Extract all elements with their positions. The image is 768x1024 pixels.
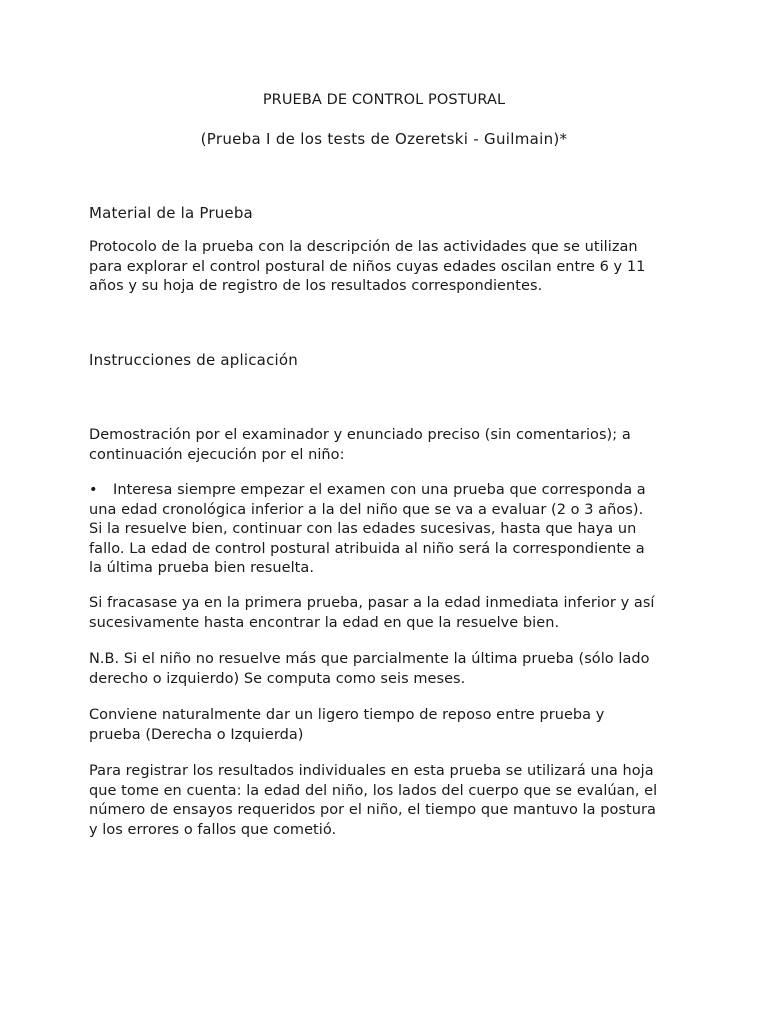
paragraph-line: sucesivamente hasta encontrar la edad en que la resuelve bien. (89, 614, 560, 631)
paragraph-line: Para registrar los resultados individuales en esta prueba se utilizará una hoja (89, 763, 654, 779)
fracasa-paragraph (89, 594, 699, 633)
paragraph-line (89, 481, 699, 501)
bullet-text: Interesa siempre empezar el examen con una prueba que corresponda a (113, 482, 646, 498)
paragraph-line: fallo. La edad de control postural atribuida al niño será la correspondiente a (89, 540, 645, 557)
section-heading-material: Material de la Prueba (89, 204, 253, 222)
paragraph-line: Protocolo de la prueba con la descripción de las actividades que se utilizan (89, 239, 638, 255)
paragraph-line: y los errores o fallos que cometió. (89, 821, 337, 838)
section-heading-instrucciones: Instrucciones de aplicación (89, 351, 298, 369)
document-title: PRUEBA DE CONTROL POSTURAL (262, 92, 506, 108)
material-paragraph (89, 238, 699, 297)
paragraph-line: Si fracasase ya en la primera prueba, pasar a la edad inmediata inferior y así (89, 595, 655, 611)
paragraph-line: que tome en cuenta: la edad del niño, los lados del cuerpo que se evalúan, el (89, 782, 658, 799)
paragraph-line: para explorar el control postural de niños cuyas edades oscilan entre 6 y 11 (89, 258, 646, 275)
registrar-paragraph (89, 762, 699, 840)
paragraph-line: la última prueba bien resuelta. (89, 560, 314, 576)
paragraph-line: Conviene naturalmente dar un ligero tiempo de reposo entre prueba y (89, 707, 605, 723)
paragraph-line: prueba (Derecha o Izquierda) (89, 726, 304, 743)
demo-paragraph (89, 426, 699, 465)
paragraph-line: años y su hoja de registro de los resultados correspondientes. (89, 278, 543, 294)
conviene-paragraph (89, 706, 699, 745)
bullet-paragraph (89, 481, 699, 579)
paragraph-line: Demostración por el examinador y enunciado preciso (sin comentarios); a (89, 427, 631, 443)
nb-paragraph (89, 650, 699, 689)
paragraph-line: derecho o izquierdo) Se computa como seis meses. (89, 670, 466, 687)
bullet-icon: • (89, 482, 98, 498)
document-subtitle: (Prueba I de los tests de Ozeretski - Guilmain)* (200, 130, 568, 148)
paragraph-line: continuación ejecución por el niño: (89, 446, 345, 463)
paragraph-line: N.B. Si el niño no resuelve más que parcialmente la última prueba (sólo lado (89, 651, 650, 667)
paragraph-line: Si la resuelve bien, continuar con las edades sucesivas, hasta que haya un (89, 521, 637, 537)
paragraph-line: una edad cronológica inferior a la del niño que se va a evaluar (2 o 3 años). (89, 501, 644, 518)
paragraph-line: número de ensayos requeridos por el niño, el tiempo que mantuvo la postura (89, 802, 656, 818)
